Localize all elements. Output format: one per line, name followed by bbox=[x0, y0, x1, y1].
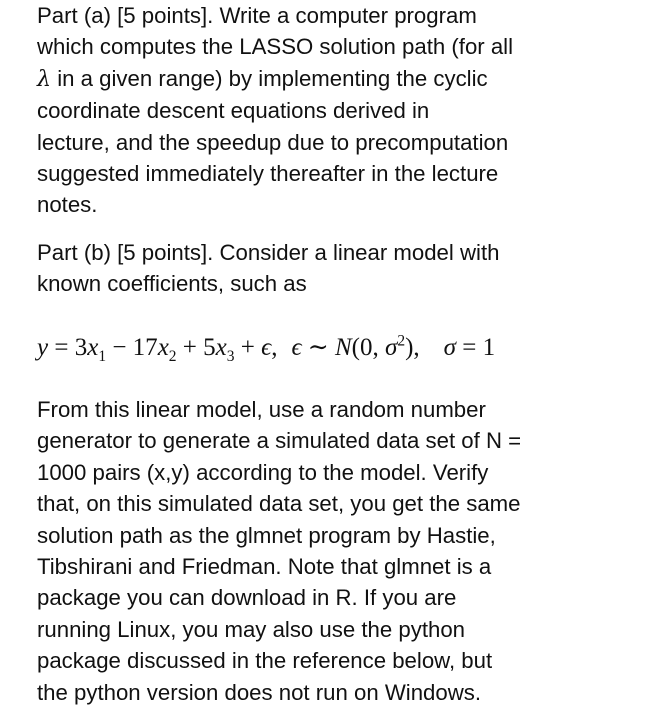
part-b-cont-line-2: generator to generate a simulated data set of N = bbox=[37, 428, 522, 454]
part-b-line-1: Part (b) [5 points]. Consider a linear model with bbox=[37, 240, 500, 265]
part-b-line-2: known coefficients, such as bbox=[37, 271, 307, 297]
eq-epsilon-1: ϵ bbox=[261, 334, 272, 361]
part-b-cont-line-1: From this linear model, use a random number bbox=[37, 397, 486, 422]
eq-equals-3: = 3 bbox=[48, 334, 88, 361]
eq-x3: x bbox=[215, 334, 227, 361]
lambda-symbol: λ bbox=[37, 65, 52, 92]
eq-tilde: ∼ bbox=[301, 334, 335, 361]
eq-sigma-2: σ bbox=[443, 334, 457, 361]
part-b-paragraph bbox=[37, 237, 499, 300]
part-a-line-2: which computes the LASSO solution path (for all bbox=[37, 34, 514, 60]
part-a-line-6: suggested immediately thereafter in the lecture bbox=[37, 161, 499, 187]
eq-sub-2: 2 bbox=[168, 348, 177, 365]
eq-close-paren: ), bbox=[405, 334, 420, 361]
part-a-line-3-text: in a given range) by implementing the cyclic bbox=[51, 65, 488, 91]
eq-plus: + bbox=[234, 334, 262, 361]
part-a-line-3 bbox=[37, 63, 513, 95]
part-b-cont-line-5: solution path as the glmnet program by Hastie, bbox=[37, 522, 496, 548]
eq-comma: , bbox=[271, 334, 278, 361]
eq-sub-3: 3 bbox=[226, 348, 235, 365]
part-b-cont-line-3: 1000 pairs (x,y) according to the model. Verify bbox=[37, 459, 489, 485]
linear-model-equation bbox=[37, 330, 495, 366]
eq-open-paren: (0, bbox=[351, 334, 385, 361]
eq-sub-1: 1 bbox=[98, 348, 107, 365]
eq-normal-N: N bbox=[334, 334, 352, 361]
part-b-cont-line-10: the python version does not run on Windows. bbox=[37, 679, 482, 705]
part-b-cont-line-7: package you can download in R. If you are bbox=[37, 585, 457, 611]
eq-plus-5: + 5 bbox=[176, 334, 216, 361]
part-a-line-4: coordinate descent equations derived in bbox=[37, 98, 430, 124]
part-b-cont-line-9: package discussed in the reference below, but bbox=[37, 648, 493, 674]
part-b-cont-line-4: that, on this simulated data set, you get the same bbox=[37, 491, 521, 517]
eq-sigma-1: σ bbox=[385, 334, 398, 361]
part-a-paragraph bbox=[37, 0, 513, 221]
eq-epsilon-2: ϵ bbox=[291, 334, 302, 361]
eq-x1: x bbox=[87, 334, 99, 361]
eq-x2: x bbox=[157, 334, 169, 361]
part-b-cont-line-6: Tibshirani and Friedman. Note that glmnet is a bbox=[37, 554, 492, 580]
part-a-line-7: notes. bbox=[37, 192, 98, 218]
part-b-cont-line-8: running Linux, you may also use the python bbox=[37, 616, 465, 642]
eq-y: y bbox=[37, 334, 49, 361]
part-a-line-1: Part (a) [5 points]. Write a computer program bbox=[37, 3, 477, 28]
eq-equals-1: = 1 bbox=[456, 334, 496, 361]
part-a-line-5: lecture, and the speedup due to precomputation bbox=[37, 129, 509, 155]
eq-minus-17: − 17 bbox=[106, 334, 158, 361]
part-b-continued-paragraph bbox=[37, 394, 521, 708]
eq-sup-2: 2 bbox=[397, 332, 406, 350]
